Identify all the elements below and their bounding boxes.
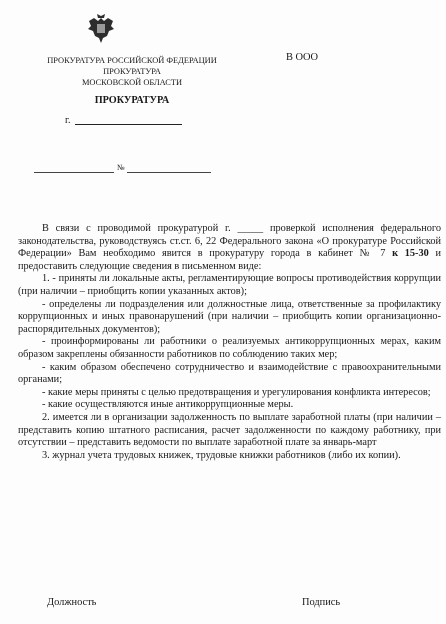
paragraph-item-2: 2. имеется ли в организации задолженность по выплате заработной платы (при наличии – представить копию штатного расписания, расчет задолженности по каждому работнику, при отсутствии – представить ведомости по выплате заработной плате за январь-март (18, 411, 441, 449)
office-title: ПРОКУРАТУРА (94, 95, 170, 106)
signature-label: Подпись (302, 597, 341, 608)
paragraph-conflict: - какие меры приняты с целью предотвращения и урегулирования конфликта интересов; (42, 386, 431, 398)
paragraph-item-1: 1. - приняты ли локальные акты, регламентирующие вопросы противодействия коррупции (при наличии – приобщить копии указанных актов); (18, 273, 441, 297)
position-label: Должность (47, 597, 97, 608)
paragraph-divisions: - определены ли подразделения или должностные лица, ответственные за профилактику коррупционных и иных правонарушений (при наличии – приобщить копии организационно-распорядительных документов); (18, 298, 441, 335)
paragraph-cooperation: - каким образом обеспечено сотрудничество и взаимодействие с правоохранительными органами; (18, 361, 441, 386)
org-line-3: МОСКОВСКОЙ ОБЛАСТИ (81, 78, 183, 87)
addressee: В ООО (286, 52, 319, 63)
reference-date-line (34, 172, 114, 173)
city-label: г. (65, 115, 71, 126)
reference-number-line (127, 172, 211, 173)
paragraph-informed: - проинформированы ли работники о реализуемых антикоррупционных мерах, каким образом закреплены обязанности работников по соблюдению таких мер; (18, 336, 441, 360)
letter-body (18, 223, 441, 462)
paragraph-item-3: 3. журнал учета трудовых книжек, трудовые книжки работников (либо их копии). (42, 449, 401, 461)
paragraph-intro: В связи с проводимой прокуратурой г. _____ проверкой исполнения федерального законодательства, руководствуясь ст.ст. 6, 22 Федерального закона «О прокуратуре Российской Федерации» Вам необходимо явится в прокуратуру города в кабинет № 7 к 15-30 и предоставить следующие сведения в письменном виде: (18, 223, 441, 272)
city-blank-line (75, 124, 182, 125)
org-line-2: ПРОКУРАТУРА (103, 67, 161, 76)
org-line-1: ПРОКУРАТУРА РОССИЙСКОЙ ФЕДЕРАЦИИ (47, 56, 217, 65)
time-bold: к 15-30 (392, 248, 429, 260)
reference-number-sign: № (117, 163, 125, 172)
double-headed-eagle-emblem-icon (85, 12, 117, 46)
paragraph-other-measures: - какие осуществляются иные антикоррупционные меры. (42, 399, 294, 411)
